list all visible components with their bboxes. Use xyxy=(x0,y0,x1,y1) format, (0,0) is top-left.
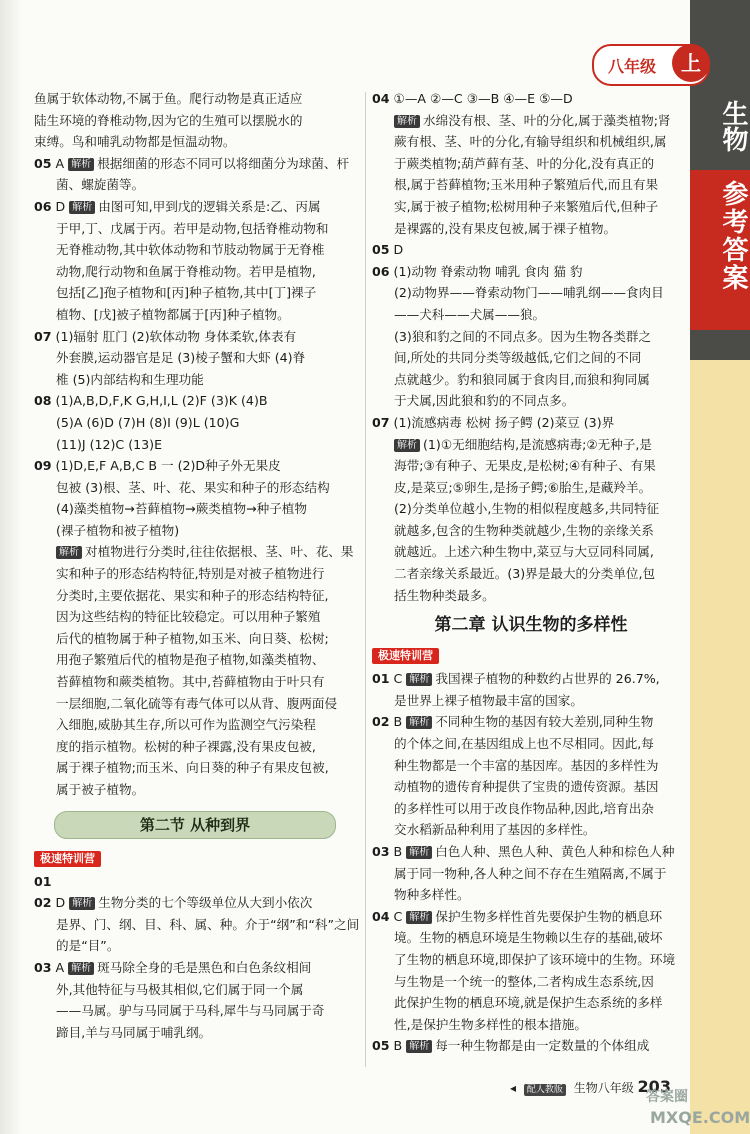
text-line: (2)分类单位越小,生物的相似程度越多,共同特征 xyxy=(394,501,660,517)
answer-choice: A xyxy=(55,959,65,975)
text-line: 动植物的遗传育种提供了宝贵的遗传资源。基因 xyxy=(394,779,659,795)
term-label: 上 xyxy=(672,44,710,82)
text-line: (1)动物 脊索动物 哺乳 食肉 猫 豹 xyxy=(393,263,583,279)
text-line: 了生物的栖息环境,即保护了该环境中的生物。环境 xyxy=(394,951,676,967)
text-line: (4)藻类植物→苔藓植物→蕨类植物→种子植物 xyxy=(56,501,307,517)
text-line: 性,是保护生物多样性的根本措施。 xyxy=(394,1016,587,1032)
answer-item xyxy=(34,871,360,893)
text-line: 属于同一物种,各人种之间不存在生殖隔离,不属于 xyxy=(394,865,667,881)
text-line: 入细胞,威胁其生存,所以可作为监测空气污染程 xyxy=(56,717,316,733)
text-line: 属于裸子植物;而玉米、向日葵的种子有果皮包被, xyxy=(56,760,329,776)
text-line: 实,属于被子植物;松树用种子来繁殖后代,但种子 xyxy=(394,198,659,214)
text-line: 鱼属于软体动物,不属于鱼。爬行动物是真正适应 xyxy=(34,91,303,106)
answer-item xyxy=(34,455,360,477)
text-line: 度的指示植物。松树的种子裸露,没有果皮包被, xyxy=(56,738,316,754)
answer-item xyxy=(34,153,360,175)
answer-item xyxy=(372,841,690,863)
right-column xyxy=(372,88,690,1057)
item-number: 08 xyxy=(34,393,52,409)
answer-item xyxy=(372,412,690,434)
text-line: 用孢子繁殖后代的植物是孢子植物,如藻类植物、 xyxy=(56,652,325,668)
text-line: 就越多,包含的生物种类就越少,生物的亲缘关系 xyxy=(394,522,654,538)
answer-choice: A xyxy=(55,155,65,171)
analysis-tag: 解析 xyxy=(69,897,95,910)
answers-label: 参考答案 xyxy=(718,180,748,292)
text-line: 每一种生物都是由一定数量的个体组成 xyxy=(435,1038,650,1054)
item-number: 05 xyxy=(372,1038,390,1054)
item-number: 09 xyxy=(34,458,52,474)
analysis-tag: 解析 xyxy=(68,962,94,975)
text-line: 由图可知,甲到戊的逻辑关系是:乙、丙属 xyxy=(98,198,321,214)
text-line: 根,属于苔藓植物;玉米用种子繁殖后代,而且有果 xyxy=(394,177,659,193)
analysis-tag: 解析 xyxy=(394,439,420,452)
text-line: 境。生物的栖息环境是生物赖以生存的基础,破坏 xyxy=(394,930,663,946)
answer-choice: C xyxy=(393,908,403,924)
text-line: 属于被子植物。 xyxy=(56,782,145,797)
answer-item xyxy=(372,711,690,733)
text-line: (11)J (12)C (13)E xyxy=(56,436,163,452)
text-line: 白色人种、黑色人种、黄色人种和棕色人种 xyxy=(435,844,675,859)
item-number: 04 xyxy=(372,91,390,106)
text-line: 我国裸子植物的种数约占世界的 26.7%, xyxy=(435,671,660,687)
text-line: 蹄目,羊与马同属于哺乳纲。 xyxy=(56,1024,212,1040)
text-line: (1)辐射 肛门 (2)软体动物 身体柔软,体表有 xyxy=(55,328,297,344)
text-line: 生物分类的七个等级单位从大到小依次 xyxy=(98,895,313,911)
text-line: 因为这些结构的特征比较稳定。可以用种子繁殖 xyxy=(56,609,321,625)
text-line: 二者亲缘关系最近。(3)界是最大的分类单位,包 xyxy=(394,566,656,582)
answer-item xyxy=(372,668,690,690)
text-line: 与生物是一个统一的整体,二者构成生态系统,因 xyxy=(394,973,654,989)
answer-item xyxy=(34,957,360,979)
text-line: 是世界上裸子植物最丰富的国家。 xyxy=(394,692,583,708)
edition-chip: 配人教版 xyxy=(524,1084,566,1096)
text-line: 海带;③有种子、无果皮,是松树;④有种子、有果 xyxy=(394,458,656,474)
text-line: (裸子植物和被子植物) xyxy=(56,522,180,538)
analysis-tag: 解析 xyxy=(406,673,432,686)
text-line: 括生物种类最多。 xyxy=(394,587,495,603)
text-line: 对植物进行分类时,往往依据根、茎、叶、花、果 xyxy=(85,544,354,560)
text-line: 间,所处的共同分类等级越低,它们之间的不同 xyxy=(394,350,642,366)
item-number: 04 xyxy=(372,908,390,924)
text-line: 是界、门、纲、目、科、属、种。介于“纲”和“科”之间 xyxy=(56,916,360,932)
answer-item xyxy=(372,88,690,110)
text-line: ①—A ②—C ③—B ④—E ⑤—D xyxy=(393,91,573,106)
item-number: 02 xyxy=(372,714,390,730)
item-number: 07 xyxy=(372,414,390,430)
text-line: 于甲,丁、戊属于丙。若甲是动物,包括脊椎动物和 xyxy=(56,220,329,236)
text-line: 是裸露的,没有果皮包被,属于裸子植物。 xyxy=(394,220,617,236)
text-line: 植物、[戊]被子植物都属于[丙]种子植物。 xyxy=(56,306,290,322)
answer-choice: C xyxy=(393,671,403,687)
item-number: 05 xyxy=(372,242,390,258)
text-line: 保护生物多样性首先要保护生物的栖息环 xyxy=(435,908,663,924)
text-line: 根据细菌的形态不同可以将细菌分为球菌、杆 xyxy=(97,155,350,171)
text-line: 物种多样性。 xyxy=(394,887,470,903)
text-line: 动物,爬行动物和鱼属于脊椎动物。若甲是植物, xyxy=(56,263,316,279)
text-line: 此保护生物的栖息环境,就是保护生态系统的多样 xyxy=(394,995,663,1011)
text-line: 苔藓植物和蕨类植物。其中,苔藓植物由于叶只有 xyxy=(56,674,325,690)
analysis-tag: 解析 xyxy=(406,911,432,924)
answer-choice: D xyxy=(55,198,66,214)
text-line: 的多样性可以用于改良作物品种,因此,培育出杂 xyxy=(394,800,654,816)
left-column xyxy=(34,88,360,1043)
text-line: (1)D,E,F A,B,C B 一 (2)D种子外无果皮 xyxy=(55,458,281,474)
drill-badge: 极速特训营 xyxy=(372,648,439,664)
text-line: 椎 (5)内部结构和生理功能 xyxy=(56,371,204,387)
text-line: 交水稻新品种利用了基因的多样性。 xyxy=(394,822,596,838)
drill-badge: 极速特训营 xyxy=(34,851,101,867)
text-line: 的个体之间,在基因组成上也不尽相同。因此,每 xyxy=(394,736,654,752)
watermark-text: 答案圈 xyxy=(646,1089,688,1105)
page-shadow xyxy=(0,0,22,1134)
answer-choice: B xyxy=(393,1038,403,1054)
answer-choice: B xyxy=(393,844,403,859)
answer-choice: B xyxy=(393,714,403,730)
answer-item xyxy=(34,892,360,914)
text-line: 种生物都是一个丰富的基因库。基因的多样性为 xyxy=(394,757,659,773)
answer-item xyxy=(372,906,690,928)
text-line: 束缚。鸟和哺乳动物都是恒温动物。 xyxy=(34,134,236,150)
text-line: 于犬属,因此狼和豹的不同点多。 xyxy=(394,393,575,409)
text-line: 无脊椎动物,其中软体动物和节肢动物属于无脊椎 xyxy=(56,242,325,258)
column-divider xyxy=(365,92,366,1067)
answer-item xyxy=(372,1035,690,1057)
text-line: ——马属。驴与马同属于马科,犀牛与马同属于奇 xyxy=(56,1003,325,1019)
item-number: 03 xyxy=(34,959,52,975)
item-number: 01 xyxy=(34,873,52,889)
text-line: 陆生环境的脊椎动物,因为它的生殖可以摆脱水的 xyxy=(34,112,303,128)
text-line: 水绵没有根、茎、叶的分化,属于藻类植物;肾 xyxy=(423,112,671,128)
text-line: 于蕨类植物;葫芦藓有茎、叶的分化,没有真正的 xyxy=(394,155,655,171)
analysis-tag: 解析 xyxy=(68,158,94,171)
ribbon-yellow xyxy=(690,360,750,1134)
text-line: 外,其他特征与马极其相似,它们属于同一个属 xyxy=(56,981,304,997)
text-line: 蕨有根、茎、叶的分化,有输导组织和机械组织,属 xyxy=(394,134,667,150)
answer-item xyxy=(34,196,360,218)
text-line: (3)狼和豹之间的不同点多。因为生物各类群之 xyxy=(394,328,652,344)
text-line: 皮,是菜豆;⑤卵生,是扬子鳄;⑥胎生,是藏羚羊。 xyxy=(394,479,652,495)
answer-choice: D xyxy=(393,242,404,258)
text-line: 分类时,主要依据花、果实和种子的形态结构特征, xyxy=(56,587,329,603)
watermark-url: MXQE.COM xyxy=(650,1108,750,1127)
subject-label: 生物 xyxy=(718,100,748,152)
item-number: 06 xyxy=(34,198,52,214)
text-line: 外套膜,运动器官是足 (3)棱子蟹和大虾 (4)脊 xyxy=(56,350,306,366)
text-line: (1)①无细胞结构,是流感病毒;②无种子,是 xyxy=(423,436,652,452)
text-line: (2)动物界——脊索动物门——哺乳纲——食肉目 xyxy=(394,285,664,301)
item-number: 02 xyxy=(34,895,52,911)
analysis-line xyxy=(34,541,360,563)
item-number: 07 xyxy=(34,328,52,344)
answer-item xyxy=(372,261,690,283)
analysis-tag: 解析 xyxy=(69,201,95,214)
grade-badge xyxy=(592,44,710,86)
analysis-tag: 解析 xyxy=(56,546,82,559)
text-line: 点就越少。豹和狼同属于食肉目,而狼和狗同属 xyxy=(394,371,650,387)
text-line: 包括[乙]孢子植物和[丙]种子植物,其中[丁]裸子 xyxy=(56,285,317,301)
item-number: 01 xyxy=(372,671,390,687)
text-line: 斑马除全身的毛是黑色和白色条纹相间 xyxy=(97,959,312,975)
analysis-tag: 解析 xyxy=(406,846,432,859)
chapter-title: 第二章 认识生物的多样性 xyxy=(434,615,628,636)
text-line: 包被 (3)根、茎、叶、花、果实和种子的形态结构 xyxy=(56,479,330,495)
item-number: 05 xyxy=(34,155,52,171)
text-line: ——犬科——犬属——狼。 xyxy=(394,306,546,322)
text-line: 的是“目”。 xyxy=(56,938,120,954)
analysis-tag: 解析 xyxy=(406,716,432,729)
text-line: (1)流感病毒 松树 扬子鳄 (2)菜豆 (3)界 xyxy=(393,414,615,430)
analysis-line xyxy=(372,434,690,456)
grade-label: 八年级 xyxy=(608,57,657,76)
item-number: 03 xyxy=(372,844,390,859)
text-line: (1)A,B,D,F,K G,H,I,L (2)F (3)K (4)B xyxy=(55,393,268,409)
text-line: 实和种子的形态结构特征,特别是对被子植物进行 xyxy=(56,566,325,582)
text-line: 不同种生物的基因有较大差别,同种生物 xyxy=(435,714,654,730)
page-number: 203 xyxy=(637,1077,671,1096)
answer-item xyxy=(34,326,360,348)
answer-item xyxy=(34,390,360,412)
analysis-tag: 解析 xyxy=(394,115,420,128)
answer-item xyxy=(372,239,690,261)
text-line: 一层细胞,二氧化硫等有毒气体可以从背、腹两面侵 xyxy=(56,695,338,711)
analysis-line xyxy=(372,110,690,132)
text-line: 后代的植物属于种子植物,如玉米、向日葵、松树; xyxy=(56,630,329,646)
analysis-tag: 解析 xyxy=(406,1040,432,1053)
text-line: (5)A (6)D (7)H (8)I (9)L (10)G xyxy=(56,414,240,430)
text-line: 就越近。上述六种生物中,菜豆与大豆同科同属, xyxy=(394,544,654,560)
answer-choice: D xyxy=(55,895,66,911)
item-number: 06 xyxy=(372,263,390,279)
text-line: 菌、螺旋菌等。 xyxy=(56,177,145,193)
chevron-left-icon: ◂ xyxy=(510,1081,517,1095)
section-title: 第二节 从种到界 xyxy=(54,811,336,839)
book-title: 生物八年级 xyxy=(573,1081,634,1095)
